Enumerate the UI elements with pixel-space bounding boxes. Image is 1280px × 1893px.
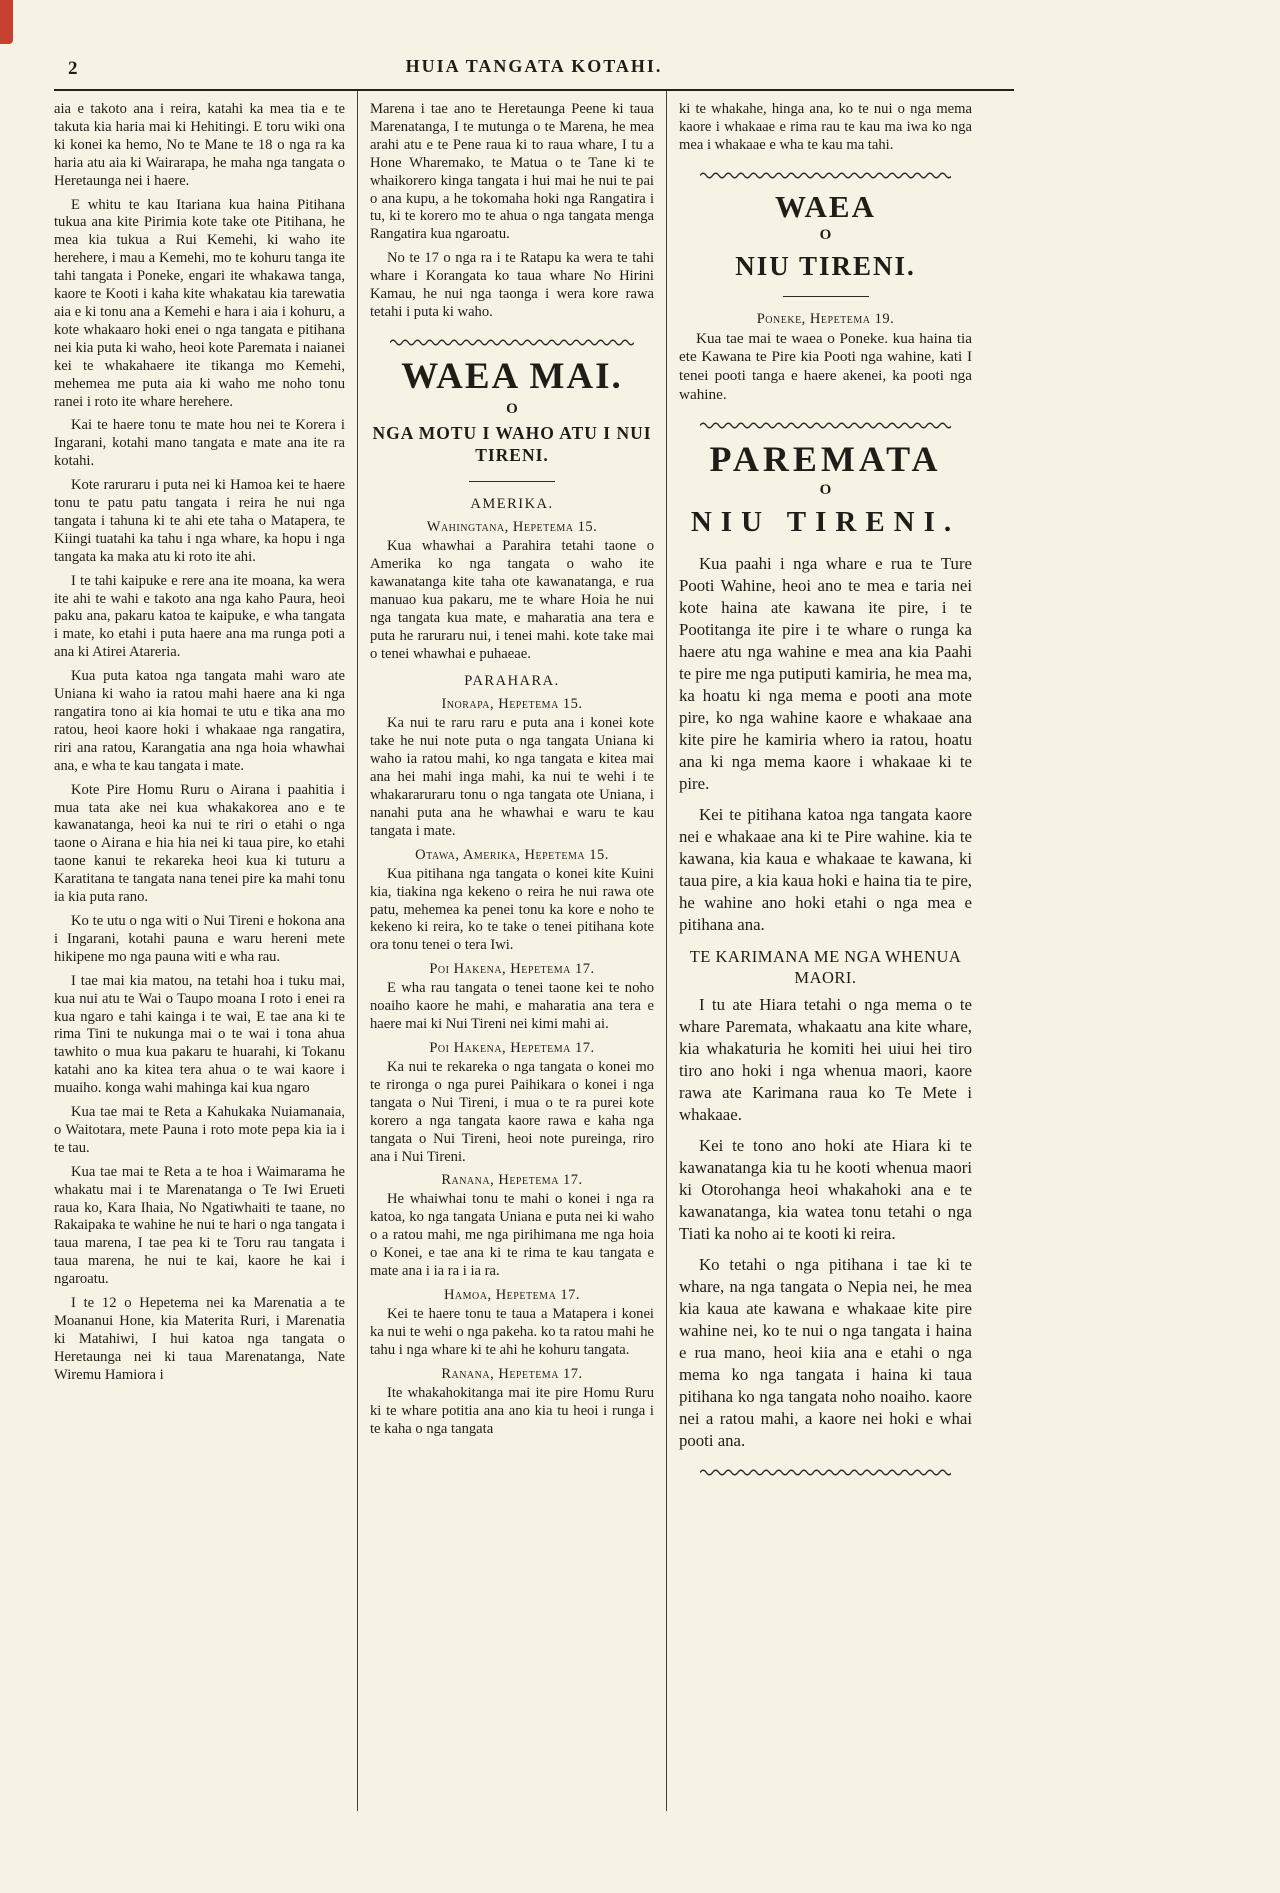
body-paragraph: Kote raruraru i puta nei ki Hamoa kei te haere tonu te patu patu tangata i reira he nui nga tangata i tahuna ki te ahi ete taha o Matapera, te Kiingi tuatahi ka tahu i nga whare, ka hopu i nga tangata ka maka atu ki roto ite ahi.: [54, 477, 345, 565]
news-item-dateline: Hamoa, Hepetema 17.: [443, 1286, 581, 1303]
body-paragraph: Kua tae mai te Reta a te hoa i Waimarama he whakatu mai i te Marenatanga o Te Iwi Erueti raua ko, Kara Ihaia, No Ngatiwhaiti te taane, no Rakaipaka te wahine he nui te hari o nga tangata i taua marena, I tae pea ki te Toru rau tangata i taua marena, he nui te kai, kaore he kai i ngaroatu.: [54, 1163, 345, 1288]
body-paragraph: Ko tetahi o nga pitihana i tae ki te whare, na nga tangata o Nepia nei, he mea kia kaua ate kawana e whakaae kite pire wahine nei, ko te nui o nga tangata i haina e rua mano, heoi kiia ana e etahi o nga mema ko nga tangata i haina ki taua pitihana ko nga tangata noho noaiho. kaore nei a ratou mahi, a kaore nei hoki e whai pooti ana.: [679, 1255, 972, 1451]
section-title: PAREMATA: [709, 438, 942, 479]
news-item-text: Kua whawhai a Parahira tetahi taone o Amerika ko nga tangata o waho ite kawanatanga kite taha ote kawanatanga, e rua manuao kua pakaru, me te whare Hoia he nui nga tangata kua mate, e maharatia ana tera e puta he raruraru nui, i tenei mahi. kote take mai o tenei whawhai e puhaeae.: [370, 538, 654, 662]
wavy-divider: [700, 1468, 952, 1477]
news-item: [370, 1287, 654, 1360]
column-1: [54, 91, 357, 1811]
news-item-dateline: Inorapa, Hepetema 15.: [441, 696, 583, 713]
news-item-dateline: Poi Hakena, Hepetema 17.: [429, 961, 595, 978]
wavy-divider: [390, 338, 634, 347]
news-item-text: Ka nui te raru raru e puta ana i konei kote take he nui note puta o nga tangata Uniana ki waho ia ratou mahi, ko nga tangata e kitea mai ana hei mahi inga mahi, ka nui te wehi i te whakararuraru tonu o nga tangata ote Uniana, i nanahi puta ana he whawhai e waru te kau tangata i mate.: [370, 715, 654, 839]
body-paragraph: No te 17 o nga ra i te Ratapu ka wera te tahi whare i Korangata ko taua whare No Hirini Kamau, he nui nga taonga i wera kore rawa tetahi i puta ki waho.: [370, 250, 654, 320]
body-paragraph: Ko te utu o nga witi o Nui Tireni e hokona ana i Ingarani, kotahi pauna e waru hereni mete hikipene mo nga pauna witi e wha rau.: [54, 912, 345, 965]
page-header: [54, 56, 1014, 91]
red-binding-mark: [0, 0, 13, 44]
section-paremata: [679, 440, 972, 1452]
body-paragraph: I te 12 o Hepetema nei ka Marenatia a te Moananui Hone, kia Materita Ruri, i Marenatia ki Matahiwi, I hui katoa nga tangata o Heretaunga nei ki taua Marenatanga, Nate Wiremu Hamiora i: [54, 1295, 345, 1383]
column-2: [357, 91, 667, 1811]
body-paragraph: Kei te tono ano hoki ate Hiara ki te kawanatanga kia tu he kooti whenua maori ki Otorohanga heoi whakahoki ana e te kawanatanga, kia watea tonu tetahi o nga Tiati ka noho ai te kooti ki reira.: [679, 1136, 972, 1244]
wavy-divider: [700, 171, 952, 180]
news-item: [370, 496, 654, 663]
masthead-title: HUIA TANGATA KOTAHI.: [405, 56, 663, 76]
body-paragraph: ki te whakahe, hinga ana, ko te nui o nga mema kaore i whakaae e rima rau te kau ma iwa ko nga mea i whakaae e wha te kau ma tahi.: [679, 101, 972, 153]
section-o: O: [506, 400, 518, 417]
section-waea-niu-tireni: [679, 190, 972, 405]
news-item-dateline: Poneke, Hepetema 19.: [756, 310, 895, 327]
columns: [54, 91, 1014, 1811]
page-content: [54, 0, 1014, 1811]
news-item-text: Kei te haere tonu te taua a Matapera i konei ka nui te wehi o nga pakeha. ko ta ratou mahi he tahu i nga whare ki te ahi he kohuru tangata.: [370, 1305, 654, 1358]
body-paragraph: Kua paahi i nga whare e rua te Ture Pooti Wahine, heoi ano te mea e taria nei kote haina ate kawana ite pire, i te Pootitanga ite pire i te whare o runga ka haere atu nga wahine e mea ana kia Paahi te pire me nga putiputi kamiria, he mea ma, ka hoatu ki nga mema e pooti ana mote pire, ko nga wahine kaore e whakaae ana kite pire he kamiria whero ia ratou, hoatu ana ki nga mema kaore i whakaae ki te pire.: [679, 554, 972, 794]
body-paragraph: I tu ate Hiara tetahi o nga mema o te whare Paremata, whakaatu ana kite whare, kia whakaturia he komiti hei uiui hei tiro tiro ano hoki i nga whenua maori, kaore rawa ate Karimana raua ko Te Mete i whakaae.: [679, 995, 972, 1125]
body-paragraph: Marena i tae ano te Heretaunga Peene ki taua Marenatanga, I te mutunga o te Marena, he mea arahi atu e te Pene raua ki to raua whare, I tu a Hone Wharemako, te Matua o te Tane ki te whaikorero kinga tangata i hui mai he nui te pai o ana kupu, a he tokomaha hoki nga Rangatira i tu, ki te korero mo te ahua o nga tangata menga Rangatira kua ngaroatu.: [370, 101, 654, 243]
wavy-divider: [700, 421, 952, 430]
news-item-text: Ka nui te rekareka o nga tangata o konei mo te rironga o nga purei Paihikara o konei i nga tangata o Nui Tireni, i mua o te ra purei kote korero a nga tangata kaore rawa e kaha nga tangata o Nui Tireni, heoi note pureinga, riro ana i Nui Tireni.: [370, 1059, 654, 1165]
news-item-dateline: Poi Hakena, Hepetema 17.: [429, 1040, 595, 1056]
news-item-text: Kua pitihana nga tangata o konei kite Kuini kia, tiakina nga kekeno o reira he nui rawa ote patu, mehemea ka penei tonu ka kore e noho te kekeno ki reira, ko te take o tenei pitihana kote ora tonu tenei o tera Iwi.: [370, 865, 654, 954]
news-item-text: He whaiwhai tonu te mahi o konei i nga ra katoa, ko nga tangata Uniana e puta nei ki waho o a ratou mahi, me nga pirihimana me nga hoia o Konei, e tae ana ki te rima te kau tangata e mate ana i ia ra i ia ra.: [370, 1191, 654, 1280]
news-item-dateline: Ranana, Hepetema 17.: [441, 1365, 583, 1382]
news-item-heading: PARAHARA.: [464, 673, 560, 690]
body-paragraph: Kua tae mai te Reta a Kahukaka Nuiamanaia, o Waitotara, mete Pauna i roto mote pepa kia ia i te tau.: [54, 1104, 345, 1156]
page-number: 2: [68, 58, 78, 79]
column-3: [667, 91, 972, 1811]
body-paragraph: Kote Pire Homu Ruru o Airana i paahitia i mua tata ake nei kua whakakorea ano e te kawanatanga, heoi ka nui te riri o etahi o nga taone o Airana e hia hia nei ki taua pire, ko etahi taone kanui te rekareka heoi kua ki tuturu a Karatitana te tangata nana tenei pire ka mahi tonu ia kia puta rano.: [54, 781, 345, 906]
news-item: [370, 1172, 654, 1281]
news-item: [370, 961, 654, 1034]
news-item-heading: AMERIKA.: [470, 496, 554, 513]
short-rule: [783, 296, 869, 297]
news-item-dateline: Wahingtana, Hepetema 15.: [426, 519, 598, 536]
news-item: [370, 847, 654, 956]
section-title: WAEA MAI.: [401, 355, 623, 397]
news-item-text: E wha rau tangata o tenei taone kei te noho noaiho kaore he mahi, e maharatia ana tera e haere mai ki Nui Tireni nei kimi mahi ai.: [370, 980, 654, 1033]
news-item-text: Ite whakahokitanga mai ite pire Homu Ruru ki te whare potitia ana ano kia tu heoi i runga i te kaha o nga tangata: [370, 1384, 654, 1437]
news-item: [370, 1366, 654, 1439]
body-paragraph: Kua puta katoa nga tangata mahi waro ate Uniana ki waho ia ratou mahi haere ana ki nga rangatira tono ai kia homai te utu e tika ana mo ratou, heoi kaore hoki i whakaae nga rangatira, riri ana ratou, Karangatia ana nga hoia whawhai ana, e wha te kau tangata i mate.: [54, 668, 345, 774]
section-subtitle: NGA MOTU I WAHO ATU I NUI TIRENI.: [372, 422, 652, 466]
body-paragraph: Kai te haere tonu te mate hou nei te Korera i Ingarani, kotahi mano tangata e mate ana ite ra kotahi.: [54, 417, 345, 470]
body-paragraph: Kei te pitihana katoa nga tangata kaore nei e whakaae ana ki te Pire wahine. kia te kawana, kia kaua e whakaae te kawana, ki taua pire, a kia kaua hoki e haina tia te pire, he wahine ano hoki etahi o nga mea e pitihana ana.: [679, 805, 972, 935]
section-o: O: [819, 226, 832, 243]
body-paragraph: aia e takoto ana i reira, katahi ka mea tia e te takuta kia haria mai ki Hehitingi. E toru wiki ona ki konei ka hemo, No te Mane te 18 o nga ra ka haria atu aia ki Wairarapa, he maha nga tangata o Heretaunga nei i haere.: [54, 101, 345, 189]
news-item-dateline: Ranana, Hepetema 17.: [441, 1172, 583, 1189]
sub-section-heading: TE KARIMANA ME NGA WHENUA MAORI.: [689, 947, 962, 988]
section-waea-mai: [370, 357, 654, 482]
news-item-text: Kua tae mai te waea o Poneke. kua haina tia ete Kawana te Pire kia Pooti nga wahine, kati I tenei pooti tanga e haere akenei, ka pooti nga wahine.: [679, 329, 972, 403]
body-paragraph: I te tahi kaipuke e rere ana ite moana, ka wera ite ahi te wahi e takoto ana nga kaho Paura, heoi paku ana, pakaru katoa te kaipuke, e wha tangata i mate, ko etahi i puta haere ana ma runga poti a ana ki Atirei Atareria.: [54, 572, 345, 661]
section-title: WAEA: [774, 188, 876, 224]
short-rule: [469, 481, 555, 482]
section-subtitle: NIU TIRENI.: [735, 250, 916, 281]
news-item: [370, 1040, 654, 1166]
news-item-dateline: Otawa, Amerika, Hepetema 15.: [415, 846, 609, 863]
news-item: [370, 673, 654, 840]
section-o: O: [819, 482, 832, 499]
section-subtitle: NIU TIRENI.: [690, 506, 961, 539]
body-paragraph: E whitu te kau Itariana kua haina Pitihana tukua ana kite Pirimia kote take ote Pitihana, he mea kia tukua a Rui Kemehi, ki waho ite herehere, i mau a Kemehi, mo te kohuru tanga ite tahi tangata i Poneke, engari ite whakawa tanga, kaore te Kooti i kaha kite whakatau kia tarewatia aia e ki tonu ana a Kemehi e hara i aia i kohuru, a kote whakaaro hoki enei o nga tangata e pitihana nei kia puta ki waho, heoi kote Paremata i naianei kei te whakahaere ite tikanga mo Kemehi, mehemea me puta aia ki waho me noho tonu ranei i roto ite whare herehere.: [54, 196, 345, 410]
body-paragraph: I tae mai kia matou, na tetahi hoa i tuku mai, kua nui atu te Wai o Taupo moana I roto i enei ra kua ngaro e tahi kainga i te wai, E tae ana ki te rima Tini te nukunga mai o te wai i tona ahua tawhito o mua kua pakaru te huarahi, ki Tokanu katahi ano ka kitea tera ahua o te wai kaore i muaiho. konga wahi mahinga kai kua ngaro: [54, 972, 345, 1097]
